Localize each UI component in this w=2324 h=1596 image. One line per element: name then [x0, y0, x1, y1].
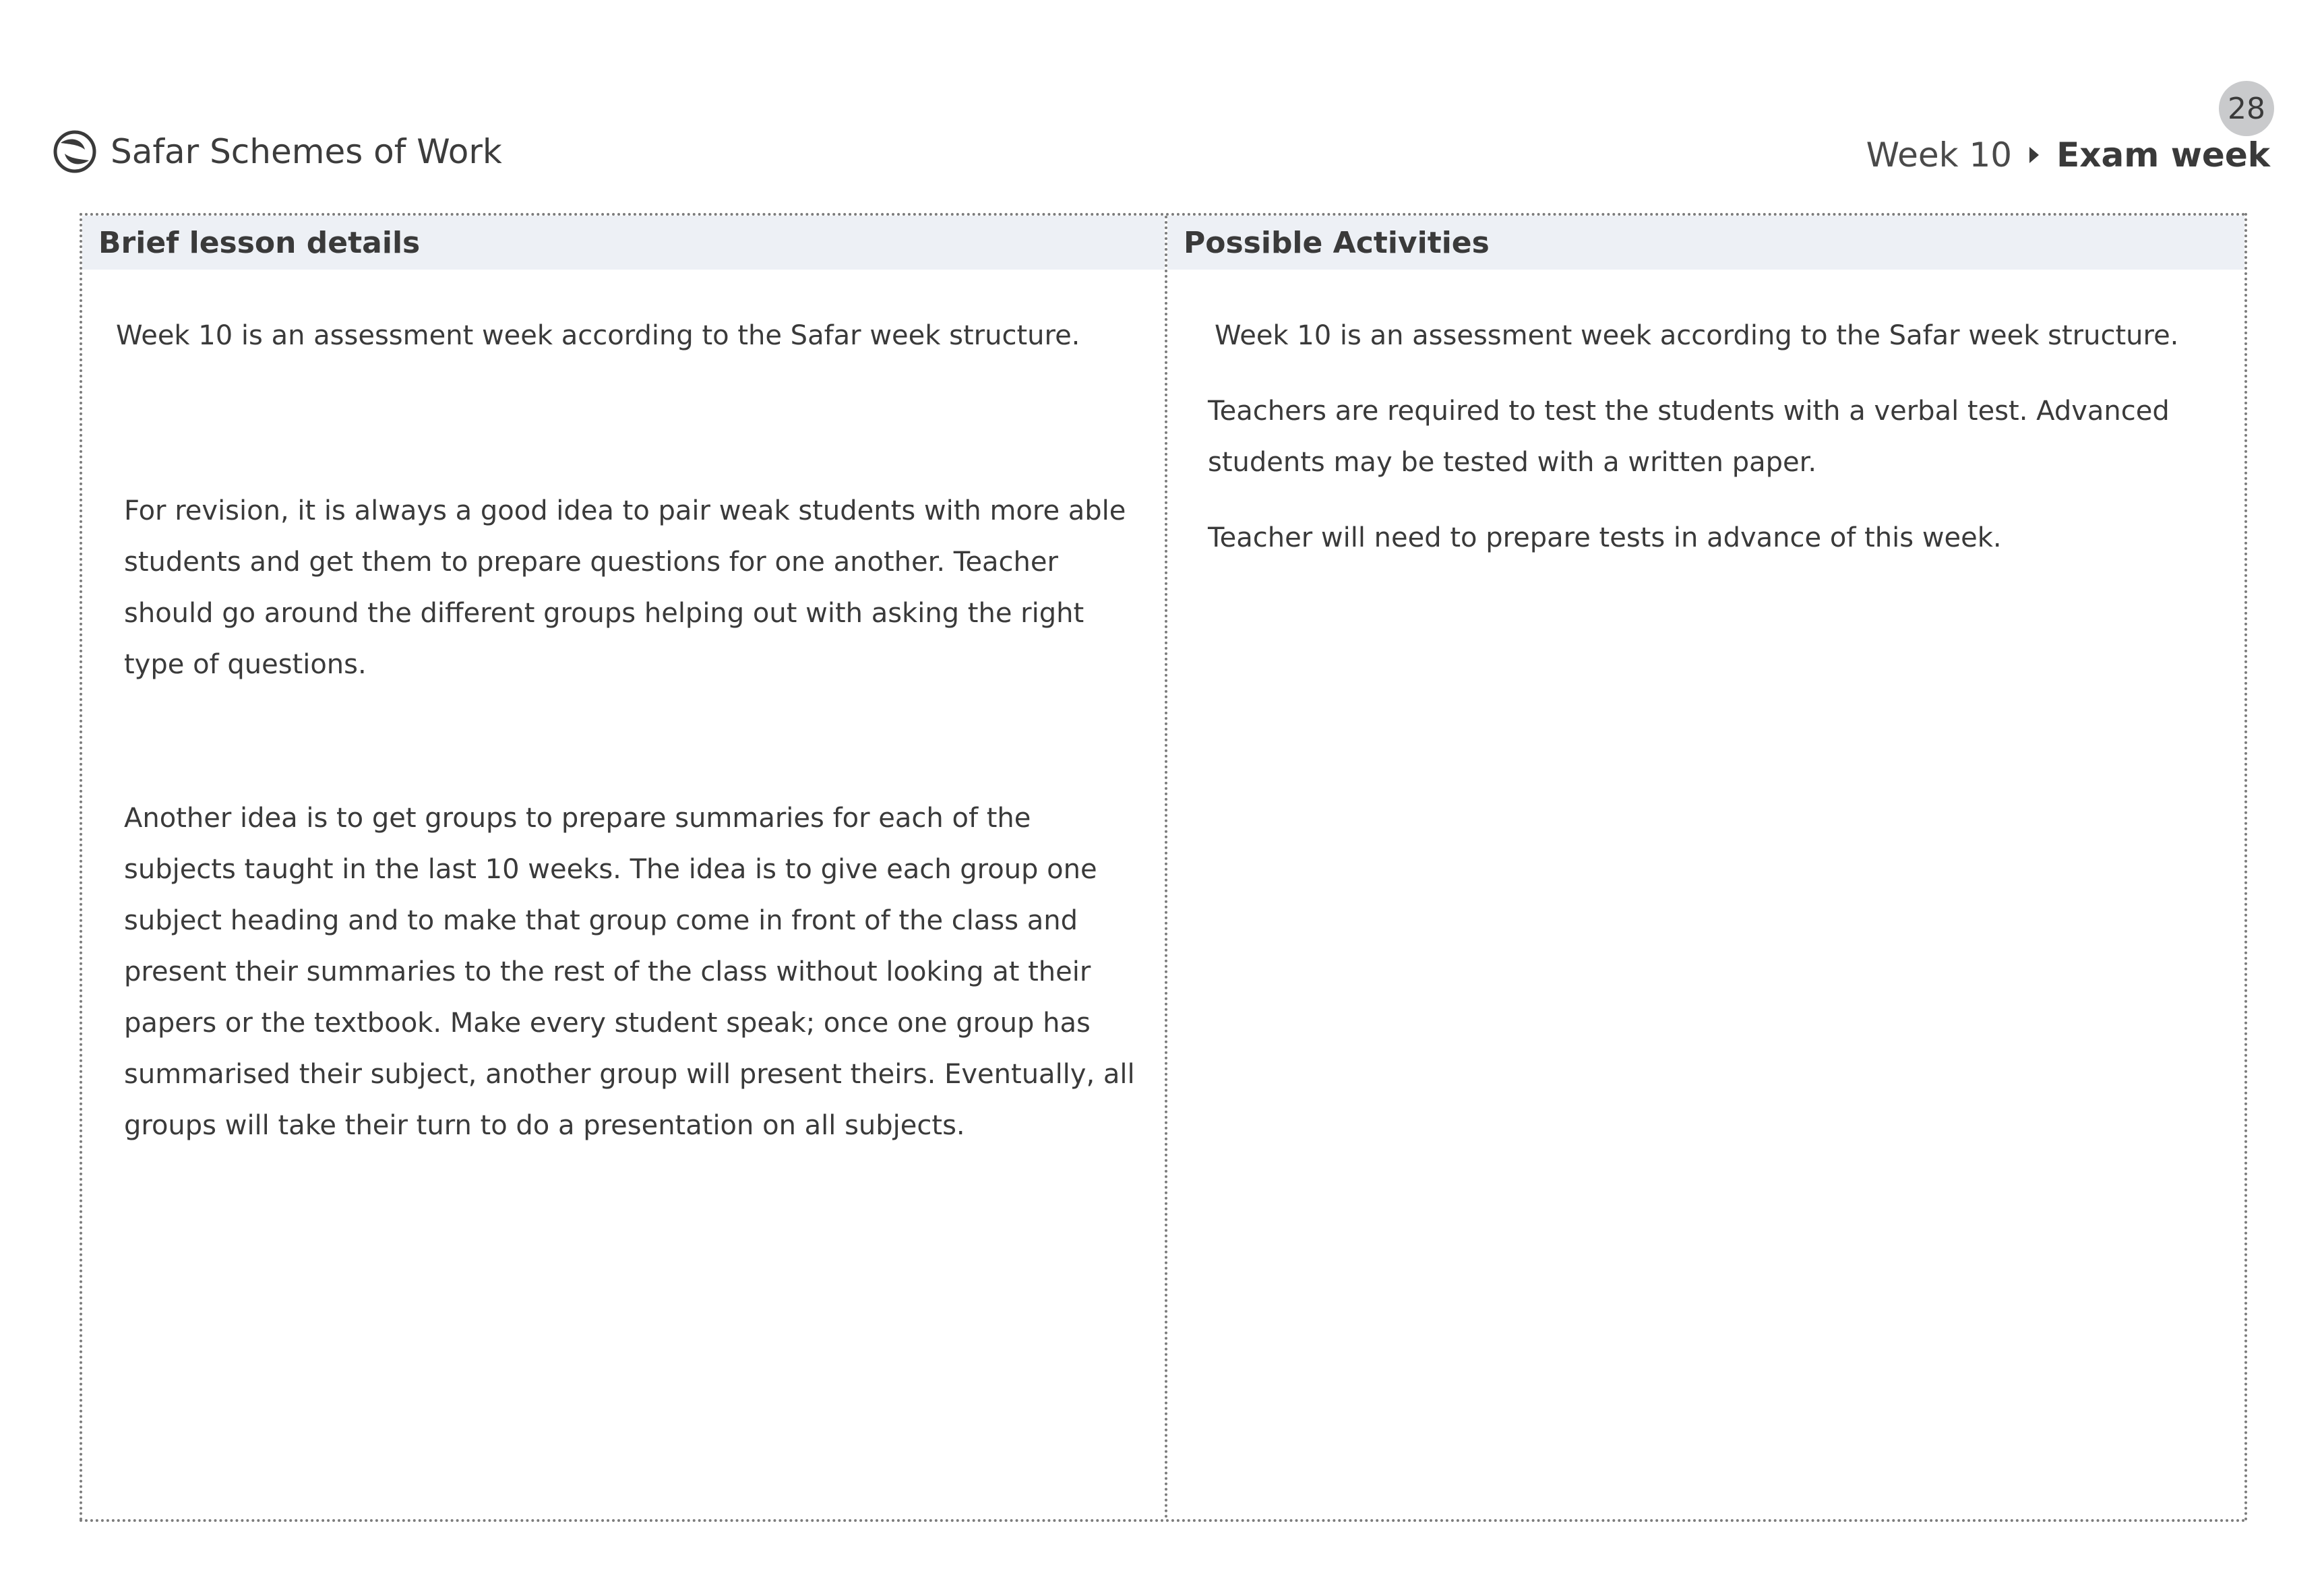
right-heading-text: Possible Activities — [1184, 225, 1490, 260]
lesson-table — [80, 213, 2247, 1522]
triangle-right-icon — [2029, 147, 2039, 163]
left-paragraph: For revision, it is always a good idea to pair weak students with more able students and get them to prepare questions for one another. Teacher should go around the different groups helping out with asking the right type of questions. — [124, 495, 1126, 680]
brief-lesson-details-heading — [82, 216, 1165, 270]
possible-activities-heading — [1167, 216, 2244, 270]
breadcrumb-topic: Exam week — [2056, 135, 2270, 175]
right-paragraph: Teachers are required to test the students with a verbal test. Advanced students may be tested with a written paper. — [1208, 396, 2170, 478]
left-paragraph: Week 10 is an assessment week according to the Safar week structure. — [116, 320, 1080, 351]
breadcrumb — [1866, 128, 2270, 182]
possible-activities-column — [1167, 216, 2244, 1519]
left-heading-text: Brief lesson details — [98, 225, 421, 260]
brief-lesson-details-column — [82, 216, 1165, 1519]
right-paragraph: Teacher will need to prepare tests in advance of this week. — [1208, 522, 2002, 553]
left-paragraph: Another idea is to get groups to prepare summaries for each of the subjects taught in the last 10 weeks. The idea is to give each group one subject heading and to make that group come in front of the class and present their summaries to the rest of the class without looking at their papers or the textbook. Make every student speak; once one group has summarised their subject, another group will present theirs. Eventually, all groups will take their turn to do a presentation on all subjects. — [124, 803, 1135, 1141]
breadcrumb-week: Week 10 — [1866, 135, 2013, 175]
brand — [53, 125, 502, 179]
page-number: 28 — [2228, 91, 2265, 126]
right-paragraph: Week 10 is an assessment week according to the Safar week structure. — [1215, 320, 2179, 351]
brand-name: Safar Schemes of Work — [111, 132, 502, 171]
safar-logo-icon — [53, 129, 97, 174]
